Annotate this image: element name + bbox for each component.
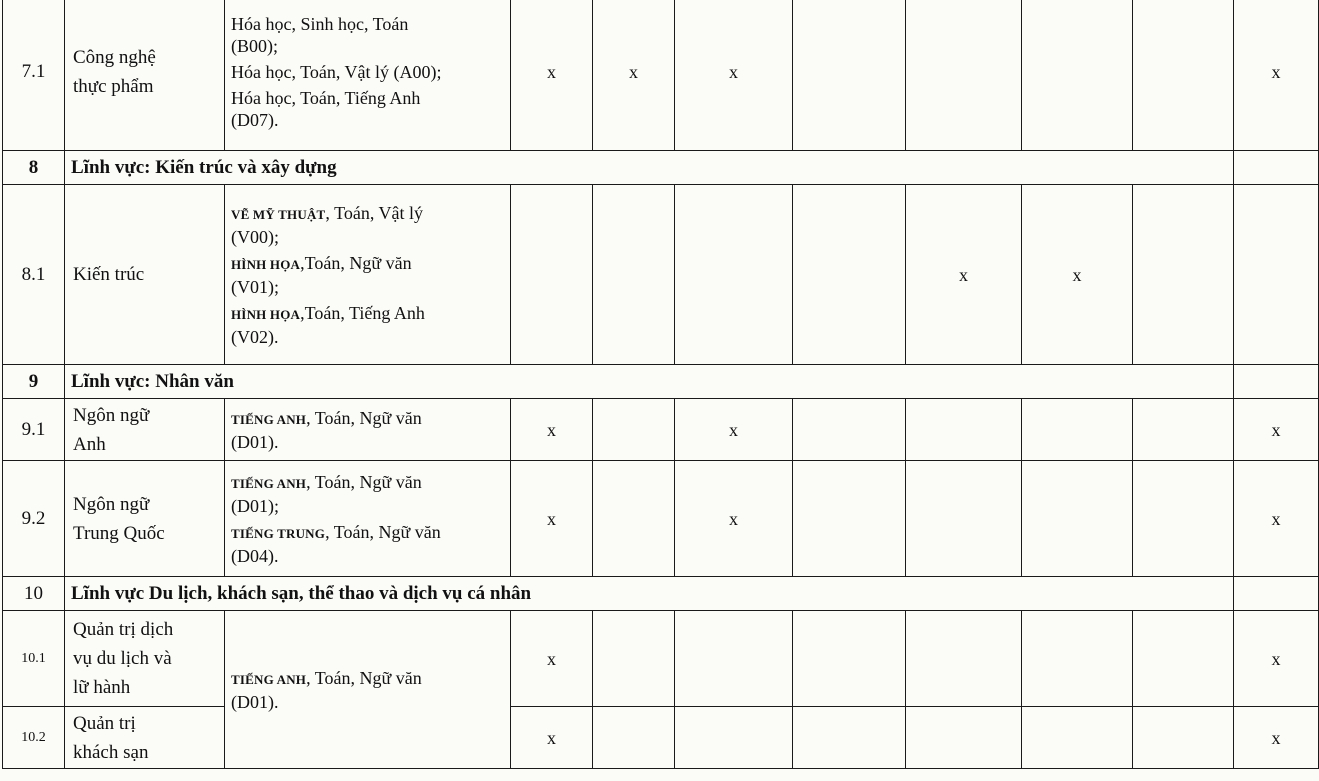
row-number: 9.1 — [3, 399, 65, 461]
mark-cell: x — [1234, 461, 1319, 577]
subject-combinations — [225, 611, 511, 769]
mark-cell — [793, 707, 906, 769]
major-name: Công nghệ thực phẩm — [65, 0, 225, 151]
mark-cell: x — [1234, 399, 1319, 461]
mark-cell — [793, 185, 906, 365]
mark-cell — [593, 185, 675, 365]
mark-cell — [1022, 461, 1133, 577]
mark-cell: x — [675, 399, 793, 461]
table-row — [3, 707, 1319, 769]
mark-cell — [1133, 185, 1234, 365]
subject-combo: VẼ MỸ THUẬT, Toán, Vật lý (V00); — [231, 202, 423, 247]
section-row — [3, 151, 1319, 185]
row-number: 7.1 — [3, 0, 65, 151]
mark-cell — [593, 611, 675, 707]
mark-cell — [675, 611, 793, 707]
mark-cell — [1133, 461, 1234, 577]
mark-cell — [906, 611, 1022, 707]
section-number: 9 — [3, 365, 65, 399]
major-name: Kiến trúc — [65, 185, 225, 365]
major-name: Ngôn ngữ Trung Quốc — [65, 461, 225, 577]
mark-cell — [793, 399, 906, 461]
table-row — [3, 399, 1319, 461]
mark-cell: x — [511, 399, 593, 461]
mark-cell: x — [1022, 185, 1133, 365]
mark-cell — [593, 461, 675, 577]
mark-cell: x — [593, 0, 675, 151]
mark-cell: x — [511, 0, 593, 151]
section-number: 8 — [3, 151, 65, 185]
mark-cell — [1022, 611, 1133, 707]
mark-cell — [511, 185, 593, 365]
empty-cell — [1234, 577, 1319, 611]
section-row — [3, 577, 1319, 611]
subject-combo: HÌNH HỌA,Toán, Tiếng Anh (V02). — [231, 302, 425, 347]
mark-cell — [793, 611, 906, 707]
mark-cell: x — [906, 185, 1022, 365]
section-title: Lĩnh vực: Kiến trúc và xây dựng — [65, 151, 1234, 185]
mark-cell — [1133, 611, 1234, 707]
empty-cell — [1234, 365, 1319, 399]
mark-cell — [793, 461, 906, 577]
table-row — [3, 461, 1319, 577]
mark-cell — [906, 399, 1022, 461]
mark-cell — [1133, 707, 1234, 769]
subject-combo: TIẾNG ANH, Toán, Ngữ văn (D01). — [231, 407, 422, 452]
mark-cell — [1133, 399, 1234, 461]
row-number: 9.2 — [3, 461, 65, 577]
mark-cell — [1133, 0, 1234, 151]
mark-cell: x — [511, 611, 593, 707]
mark-cell — [1022, 0, 1133, 151]
subject-combo: HÌNH HỌA,Toán, Ngữ văn (V01); — [231, 252, 412, 297]
subject-combo: TIẾNG ANH, Toán, Ngữ văn (D01); — [231, 471, 422, 516]
major-name: Quản trị khách sạn — [65, 707, 225, 769]
subject-combinations — [225, 0, 511, 151]
subject-combo: Hóa học, Toán, Vật lý (A00); — [231, 61, 442, 82]
table-row — [3, 0, 1319, 151]
row-number: 10.2 — [3, 707, 65, 769]
mark-cell — [906, 707, 1022, 769]
table-row — [3, 185, 1319, 365]
subject-combo: Hóa học, Toán, Tiếng Anh (D07). — [231, 87, 421, 130]
subject-combinations — [225, 399, 511, 461]
subject-combinations — [225, 185, 511, 365]
mark-cell: x — [1234, 707, 1319, 769]
section-number: 10 — [3, 577, 65, 611]
mark-cell: x — [511, 707, 593, 769]
mark-cell — [675, 707, 793, 769]
mark-cell — [1022, 707, 1133, 769]
mark-cell — [1234, 185, 1319, 365]
row-number: 8.1 — [3, 185, 65, 365]
mark-cell — [1022, 399, 1133, 461]
empty-cell — [1234, 151, 1319, 185]
mark-cell: x — [675, 0, 793, 151]
subject-combo: Hóa học, Sinh học, Toán (B00); — [231, 13, 409, 56]
admission-table — [2, 0, 1319, 769]
subject-combinations — [225, 461, 511, 577]
subject-combo: TIẾNG ANH, Toán, Ngữ văn (D01). — [231, 667, 422, 712]
row-number: 10.1 — [3, 611, 65, 707]
section-title: Lĩnh vực: Nhân văn — [65, 365, 1234, 399]
major-name: Ngôn ngữ Anh — [65, 399, 225, 461]
mark-cell — [593, 707, 675, 769]
mark-cell — [675, 185, 793, 365]
major-name: Quản trị dịch vụ du lịch và lữ hành — [65, 611, 225, 707]
section-title: Lĩnh vực Du lịch, khách sạn, thể thao và dịch vụ cá nhân — [65, 577, 1234, 611]
mark-cell — [793, 0, 906, 151]
mark-cell: x — [675, 461, 793, 577]
table-row — [3, 611, 1319, 707]
mark-cell — [906, 0, 1022, 151]
mark-cell — [593, 399, 675, 461]
mark-cell: x — [1234, 0, 1319, 151]
mark-cell — [906, 461, 1022, 577]
mark-cell: x — [511, 461, 593, 577]
section-row — [3, 365, 1319, 399]
subject-combo: TIẾNG TRUNG, Toán, Ngữ văn (D04). — [231, 521, 441, 566]
mark-cell: x — [1234, 611, 1319, 707]
